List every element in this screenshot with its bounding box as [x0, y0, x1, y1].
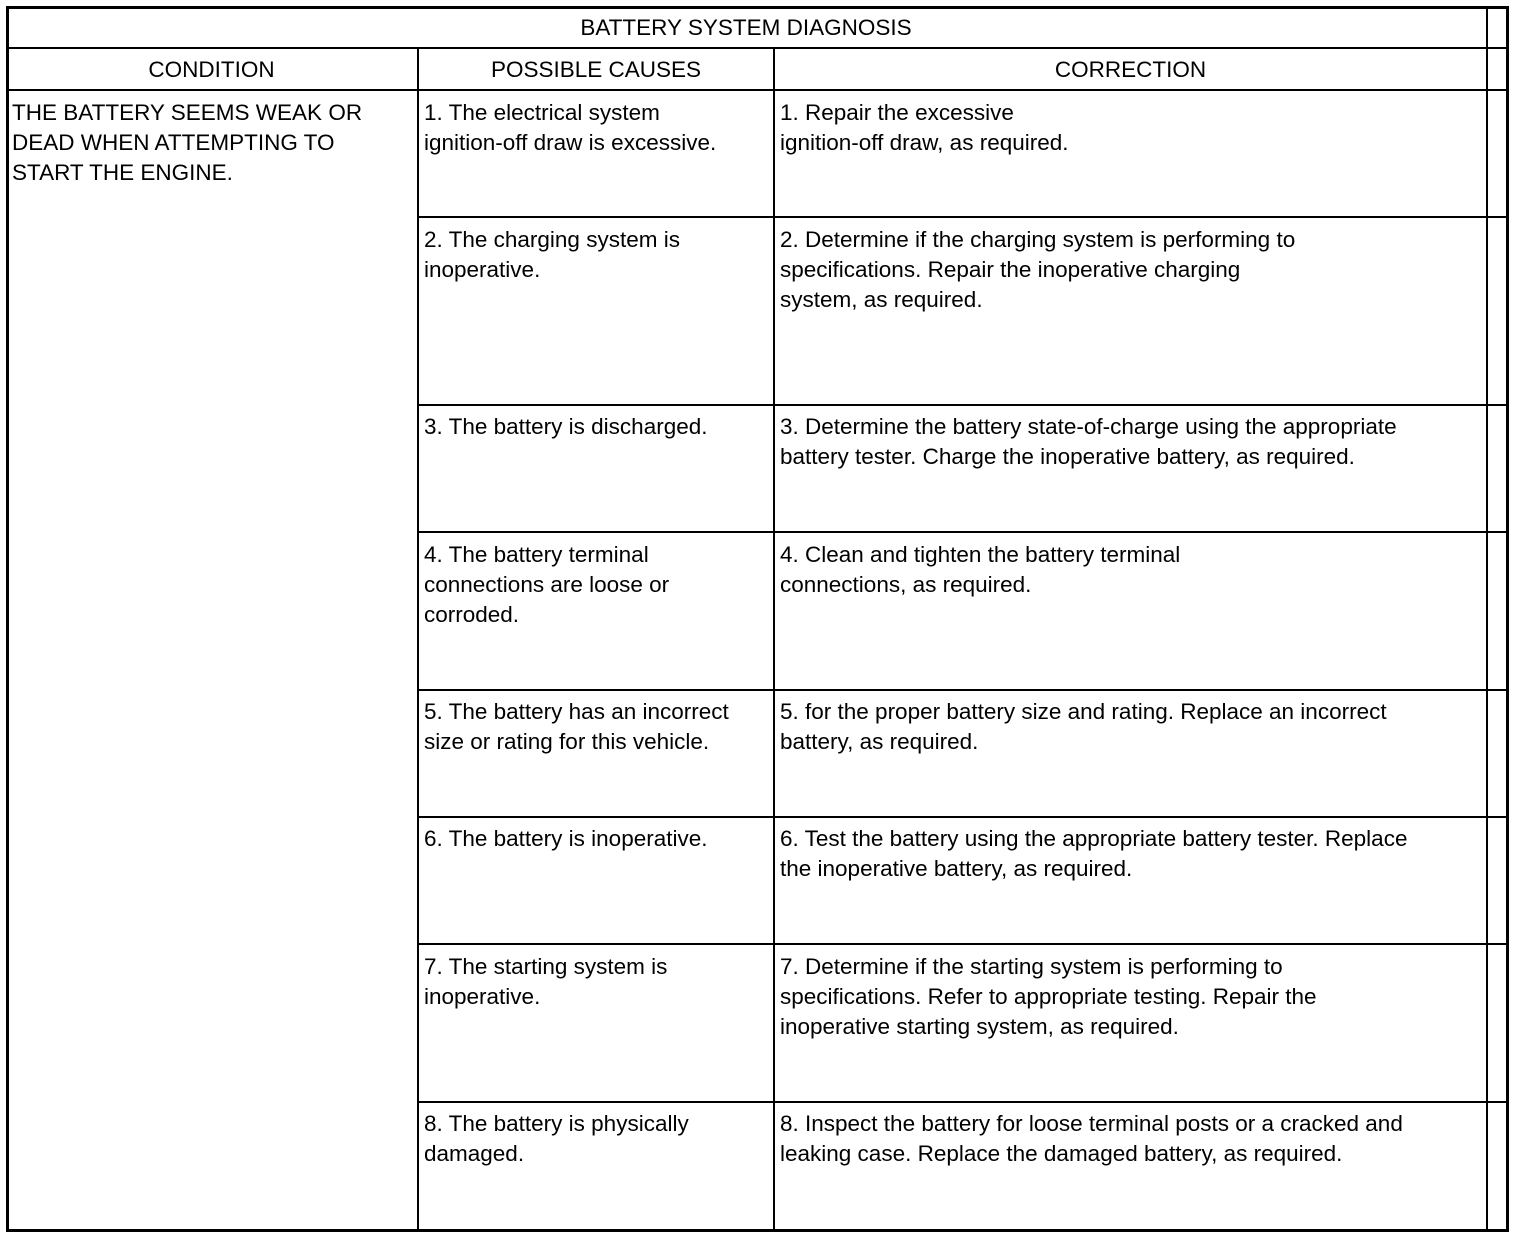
correction-5: 5. for the proper battery size and rating. Replace an incorrect battery, as required. — [780, 699, 1387, 754]
correction-6: 6. Test the battery using the appropriate battery tester. Replace the inoperative battery, as required. — [780, 826, 1408, 881]
row-divider-1 — [417, 216, 1506, 218]
row-divider-3 — [417, 531, 1506, 533]
cause-7: 7. The starting system is inoperative. — [424, 954, 668, 1009]
cause-3: 3. The battery is discharged. — [424, 414, 708, 439]
header-correction: CORRECTION — [1054, 57, 1207, 82]
correction-1: 1. Repair the excessive ignition-off draw, as required. — [780, 100, 1069, 155]
table-title: BATTERY SYSTEM DIAGNOSIS — [580, 15, 912, 40]
column-divider-2 — [773, 47, 775, 1229]
row-divider-5 — [417, 816, 1506, 818]
cause-4: 4. The battery terminal connections are loose or corroded. — [424, 542, 670, 627]
title-divider — [6, 47, 1506, 49]
header-condition: CONDITION — [148, 57, 275, 82]
cause-5: 5. The battery has an incorrect size or rating for this vehicle. — [424, 699, 729, 754]
row-divider-7 — [417, 1101, 1506, 1103]
correction-7: 7. Determine if the starting system is performing to specifications. Refer to appropriate testing. Repair the inoperative starting system, as required. — [780, 954, 1317, 1039]
right-margin-divider — [1486, 6, 1488, 1229]
correction-4: 4. Clean and tighten the battery terminal connections, as required. — [780, 542, 1181, 597]
header-divider — [6, 89, 1506, 91]
correction-3: 3. Determine the battery state-of-charge using the appropriate battery tester. Charge the inoperative battery, as required. — [780, 414, 1397, 469]
correction-8: 8. Inspect the battery for loose terminal posts or a cracked and leaking case. Replace the damaged battery, as required. — [780, 1111, 1403, 1166]
row-divider-2 — [417, 404, 1506, 406]
correction-2: 2. Determine if the charging system is performing to specifications. Repair the inoperative charging system, as required. — [780, 227, 1296, 312]
column-divider-1 — [417, 47, 419, 1229]
cause-2: 2. The charging system is inoperative. — [424, 227, 680, 282]
row-divider-6 — [417, 943, 1506, 945]
row-divider-4 — [417, 689, 1506, 691]
cause-6: 6. The battery is inoperative. — [424, 826, 708, 851]
header-possible-causes: POSSIBLE CAUSES — [490, 57, 702, 82]
cause-8: 8. The battery is physically damaged. — [424, 1111, 689, 1166]
cause-1: 1. The electrical system ignition-off draw is excessive. — [424, 100, 717, 155]
condition-text: THE BATTERY SEEMS WEAK OR DEAD WHEN ATTEMPTING TO START THE ENGINE. — [12, 100, 363, 185]
